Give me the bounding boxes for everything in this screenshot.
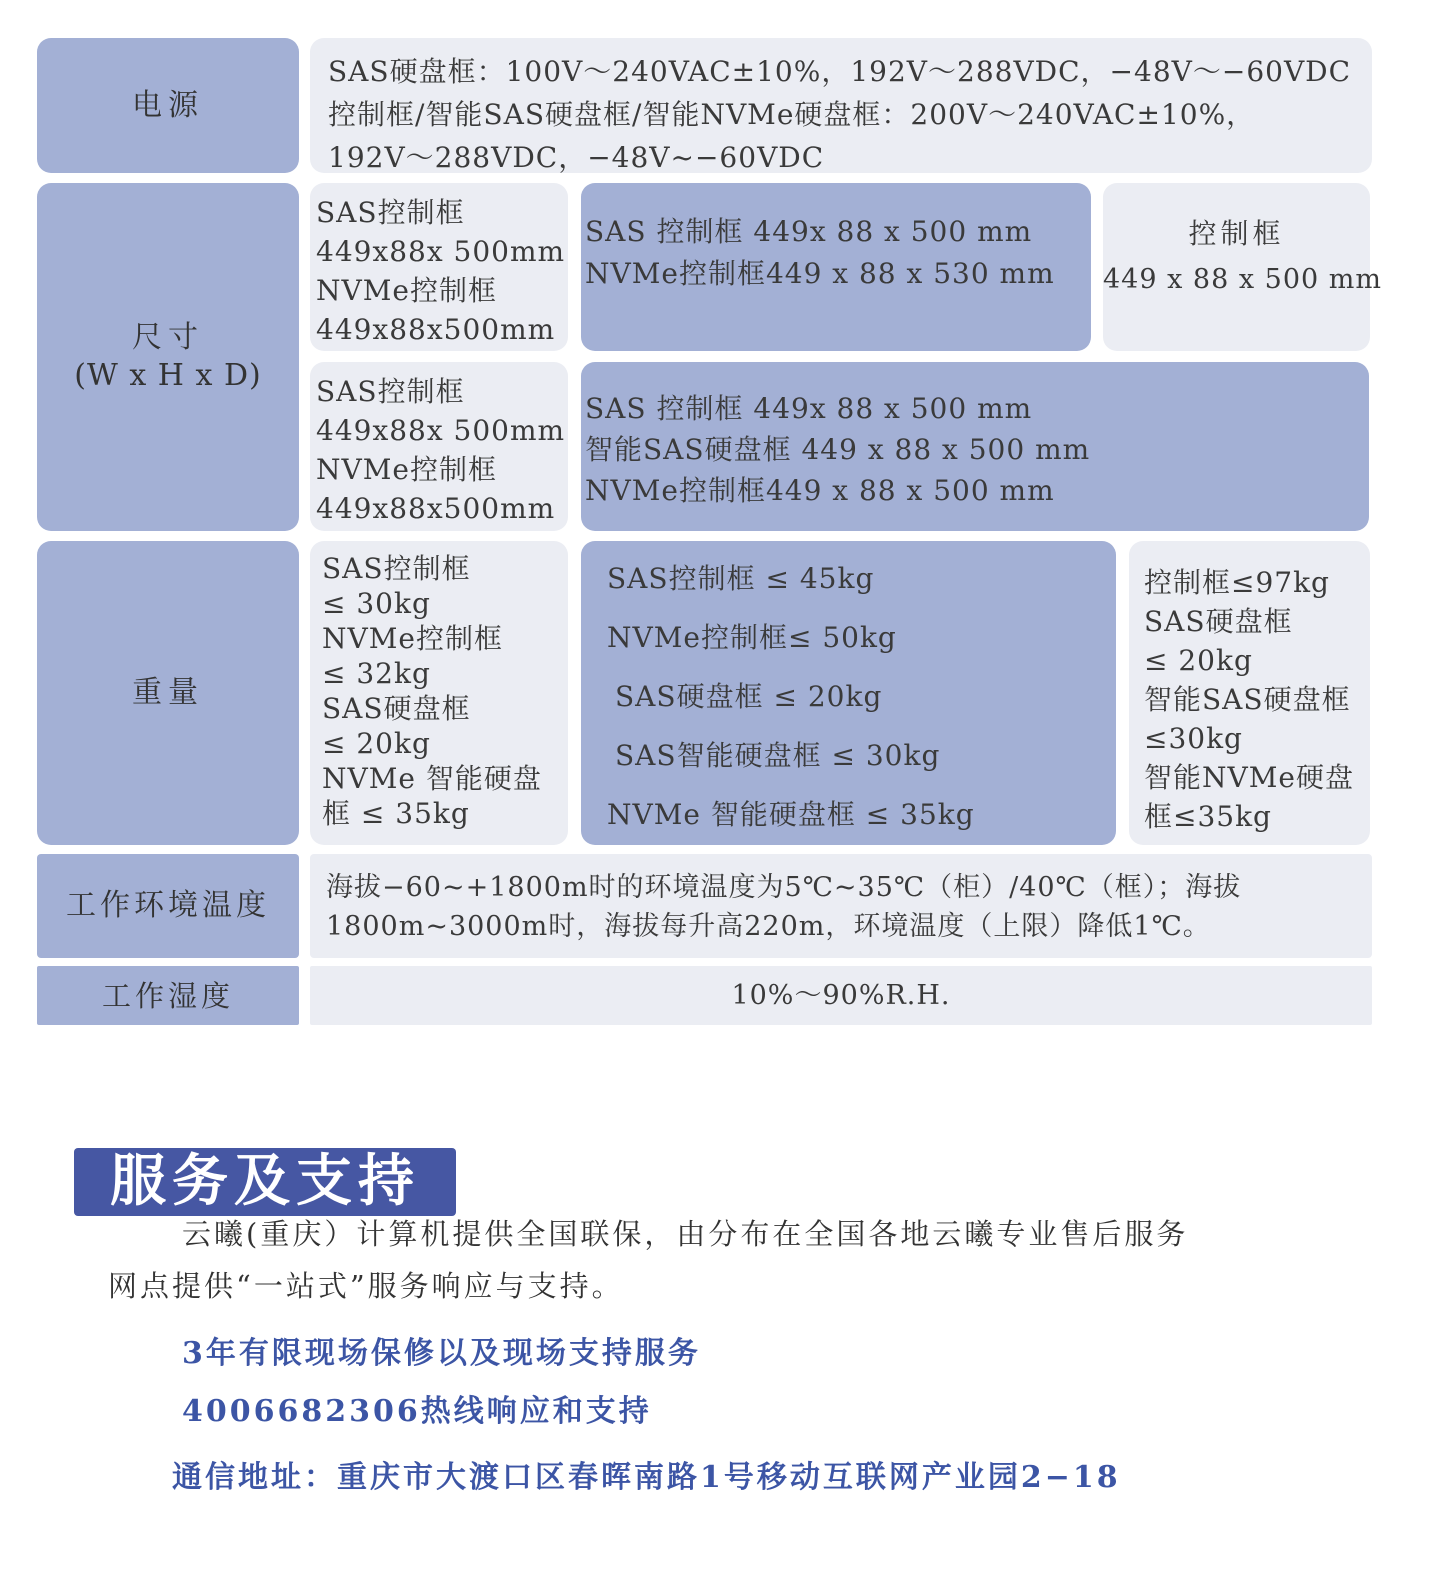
weight-c3-line: ≤30kg	[1144, 722, 1243, 755]
weight-c2	[581, 541, 1116, 845]
size-label-dims: (W x H x D)	[74, 358, 262, 393]
weight-c1	[310, 541, 568, 845]
size-r1-c2-line: SAS 控制框 449x 88 x 500 mm	[585, 215, 1033, 248]
power-line-3: 192V～288VDC，−48V~−60VDC	[328, 141, 825, 174]
size-r2-c1-line: NVMe控制框	[316, 453, 497, 486]
size-r1-c3	[1103, 183, 1382, 351]
weight-c3-line: ≤ 20kg	[1144, 644, 1253, 677]
size-r1-c2	[581, 183, 1091, 351]
service-address: 通信地址：重庆市大渡口区春晖南路1号移动互联网产业园2−18	[172, 1460, 1121, 1495]
service-hotline-item: 4006682306热线响应和支持	[182, 1394, 652, 1429]
size-r1-c1-line: SAS控制框	[316, 196, 465, 229]
weight-c1-line: NVMe 智能硬盘	[322, 762, 542, 795]
size-r1-c1-line: 449x88x500mm	[316, 313, 556, 346]
size-r1-c1-line: 449x88x 500mm	[316, 235, 566, 268]
power-line-2: 控制框/智能SAS硬盘框/智能NVMe硬盘框：200V～240VAC±10%，	[328, 98, 1256, 131]
weight-c1-line: ≤ 20kg	[322, 727, 431, 760]
service-paragraph-line-2: 网点提供“一站式”服务响应与支持。	[108, 1269, 624, 1303]
power-value-cell	[310, 38, 1372, 173]
weight-c1-line: ≤ 32kg	[322, 657, 431, 690]
temp-value-cell	[310, 854, 1372, 958]
service-warranty-item: 3年有限现场保修以及现场支持服务	[182, 1336, 701, 1371]
size-label: 尺寸	[132, 320, 204, 355]
size-r2-c2-line: NVMe控制框449 x 88 x 500 mm	[585, 474, 1055, 507]
service-paragraph-line-1: 云曦(重庆）计算机提供全国联保，由分布在全国各地云曦专业售后服务	[182, 1217, 1189, 1251]
size-r2-c1-line: 449x88x 500mm	[316, 414, 566, 447]
temp-line-1: 海拔−60~+1800m时的环境温度为5℃~35℃（柜）/40℃（框）；海拔	[326, 872, 1242, 903]
power-label: 电源	[132, 87, 204, 123]
weight-c2-line: SAS控制框 ≤ 45kg	[607, 562, 875, 595]
size-label-cell	[37, 183, 299, 531]
weight-c1-line: SAS控制框	[322, 552, 471, 585]
size-r2-c1-line: SAS控制框	[316, 375, 465, 408]
weight-c2-line: NVMe控制框≤ 50kg	[607, 621, 897, 654]
power-label-cell	[37, 38, 299, 173]
size-r1-c1-line: NVMe控制框	[316, 274, 497, 307]
weight-c1-line: SAS硬盘框	[322, 692, 471, 725]
weight-c2-line: SAS硬盘框 ≤ 20kg	[615, 680, 883, 713]
weight-label: 重量	[132, 675, 204, 710]
temp-line-2: 1800m~3000m时，海拔每升高220m，环境温度（上限）降低1℃。	[326, 911, 1211, 942]
size-r1-c2-line: NVMe控制框449 x 88 x 530 mm	[585, 257, 1055, 290]
temp-label-cell	[37, 854, 299, 958]
weight-c1-line: NVMe控制框	[322, 622, 503, 655]
size-r1-c3-line: 449 x 88 x 500 mm	[1103, 264, 1382, 295]
humidity-label: 工作湿度	[101, 978, 234, 1013]
humidity-value: 10%～90%R.H.	[731, 979, 951, 1011]
size-r2-c2-line: SAS 控制框 449x 88 x 500 mm	[585, 392, 1033, 425]
size-r1-c1	[310, 183, 568, 351]
humidity-value-cell	[310, 966, 1372, 1025]
weight-c2-line: SAS智能硬盘框 ≤ 30kg	[615, 739, 941, 772]
weight-label-cell	[37, 541, 299, 845]
weight-c3-line: SAS硬盘框	[1144, 605, 1293, 638]
temp-label: 工作环境温度	[66, 888, 270, 923]
weight-c3-line: 智能SAS硬盘框	[1144, 683, 1351, 716]
power-line-1: SAS硬盘框：100V～240VAC±10%，192V～288VDC，−48V～−60VDC	[328, 55, 1352, 88]
humidity-label-cell	[37, 966, 299, 1025]
weight-c1-line: ≤ 30kg	[322, 587, 431, 620]
size-r2-c1	[310, 362, 568, 531]
service-section-title: 服务及支持	[74, 1148, 456, 1216]
size-r1-c3-line: 控制框	[1188, 217, 1285, 250]
weight-c3-line: 框≤35kg	[1144, 800, 1272, 833]
weight-c3-line: 智能NVMe硬盘	[1144, 761, 1354, 794]
weight-c3-line: 控制框≤97kg	[1144, 566, 1330, 599]
size-r2-c2-line: 智能SAS硬盘框 449 x 88 x 500 mm	[585, 433, 1091, 466]
size-r2-c1-line: 449x88x500mm	[316, 492, 556, 525]
weight-c1-line: 框 ≤ 35kg	[322, 797, 470, 830]
weight-c3	[1129, 541, 1370, 845]
weight-c2-line: NVMe 智能硬盘框 ≤ 35kg	[607, 798, 975, 831]
size-r2-c2	[581, 362, 1369, 531]
